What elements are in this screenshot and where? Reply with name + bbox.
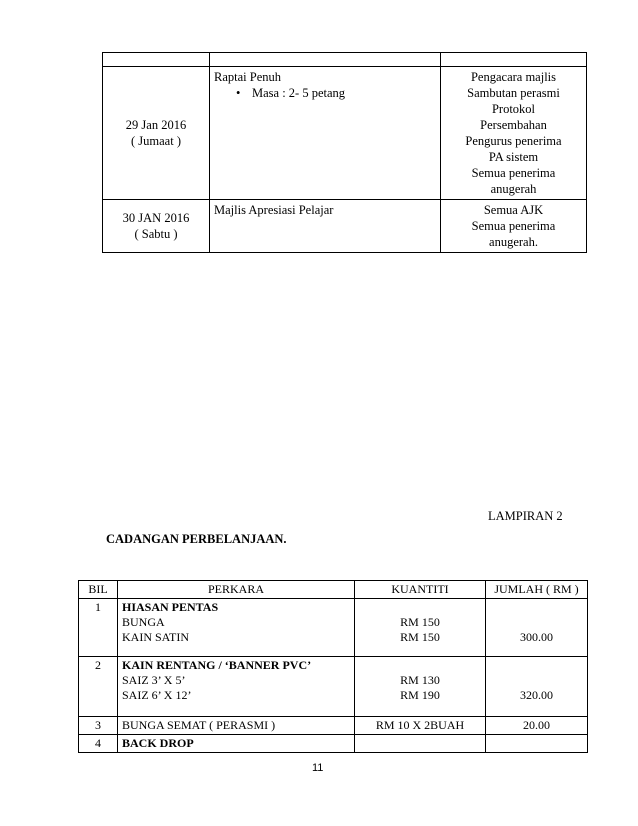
jumlah-cell (486, 599, 588, 657)
jumlah-cell: 20.00 (486, 717, 588, 735)
budget-table (78, 580, 588, 753)
date-cell (103, 67, 210, 200)
table-cell (103, 53, 210, 67)
person-text: Sambutan perasmi (467, 86, 560, 100)
header-cell: PERKARA (118, 581, 355, 599)
header-cell: KUANTITI (355, 581, 486, 599)
qty-line: RM 130 (400, 673, 440, 687)
perkara-cell: BUNGA SEMAT ( PERASMI ) (118, 717, 355, 735)
kuantiti-cell: RM 10 X 2BUAH (355, 717, 486, 735)
person-text: Pengacara majlis (470, 70, 557, 84)
person-text: anugerah (490, 182, 537, 196)
jumlah-cell (486, 735, 588, 753)
item-title: HIASAN PENTAS (122, 600, 219, 614)
kuantiti-cell (355, 657, 486, 717)
appendix-label: LAMPIRAN 2 (488, 509, 563, 523)
person-text: Semua penerima (471, 166, 556, 180)
table-cell (441, 53, 587, 67)
schedule-table (102, 52, 587, 253)
kuantiti-cell (355, 735, 486, 753)
bil-cell: 3 (79, 717, 118, 735)
activity-cell (210, 200, 441, 253)
item-title: KAIN RENTANG / ‘BANNER PVC’ (122, 658, 312, 672)
item-line: BUNGA (122, 615, 165, 629)
table-row (79, 599, 588, 657)
section-heading: CADANGAN PERBELANJAAN. (106, 532, 287, 546)
date-text: 30 JAN 2016 (122, 211, 190, 225)
person-text: Semua penerima (471, 219, 556, 233)
item-line: KAIN SATIN (122, 630, 189, 644)
person-text: Semua AJK (483, 203, 544, 217)
bullet-icon: • (236, 86, 241, 100)
perkara-cell: BACK DROP (118, 735, 355, 753)
perkara-cell (118, 657, 355, 717)
total-value: 320.00 (520, 688, 553, 702)
item-line: SAIZ 6’ X 12’ (122, 688, 192, 702)
schedule-empty-row (103, 53, 587, 67)
table-row (79, 735, 588, 753)
bullet-text: Masa : 2- 5 petang (252, 86, 346, 100)
table-row (103, 67, 587, 200)
persons-cell (441, 67, 587, 200)
date-text: 29 Jan 2016 (125, 118, 187, 132)
header-cell: BIL (79, 581, 118, 599)
table-header-row (79, 581, 588, 599)
table-row (79, 717, 588, 735)
person-text: Pengurus penerima (465, 134, 562, 148)
item-line: SAIZ 3’ X 5’ (122, 673, 186, 687)
table-row (103, 200, 587, 253)
persons-cell (441, 200, 587, 253)
kuantiti-cell (355, 599, 486, 657)
person-text: Protokol (491, 102, 536, 116)
table-row (79, 657, 588, 717)
day-text: ( Jumaat ) (131, 134, 181, 148)
bil-cell: 2 (79, 657, 118, 717)
activity-cell (210, 67, 441, 200)
activity-text: Majlis Apresiasi Pelajar (214, 203, 334, 217)
person-text: anugerah. (489, 235, 538, 249)
person-text: Persembahan (480, 118, 547, 132)
qty-line: RM 150 (400, 615, 440, 629)
activity-text: Raptai Penuh (214, 70, 282, 84)
bil-cell: 1 (79, 599, 118, 657)
qty-line: RM 150 (400, 630, 440, 644)
bil-cell: 4 (79, 735, 118, 753)
header-cell: JUMLAH ( RM ) (486, 581, 588, 599)
total-value: 300.00 (520, 630, 553, 644)
page-number: 11 (312, 762, 324, 774)
person-text: PA sistem (488, 150, 539, 164)
date-cell (103, 200, 210, 253)
table-cell (210, 53, 441, 67)
bullet-item (214, 85, 436, 101)
qty-line: RM 190 (400, 688, 440, 702)
jumlah-cell (486, 657, 588, 717)
day-text: ( Sabtu ) (134, 227, 178, 241)
perkara-cell (118, 599, 355, 657)
